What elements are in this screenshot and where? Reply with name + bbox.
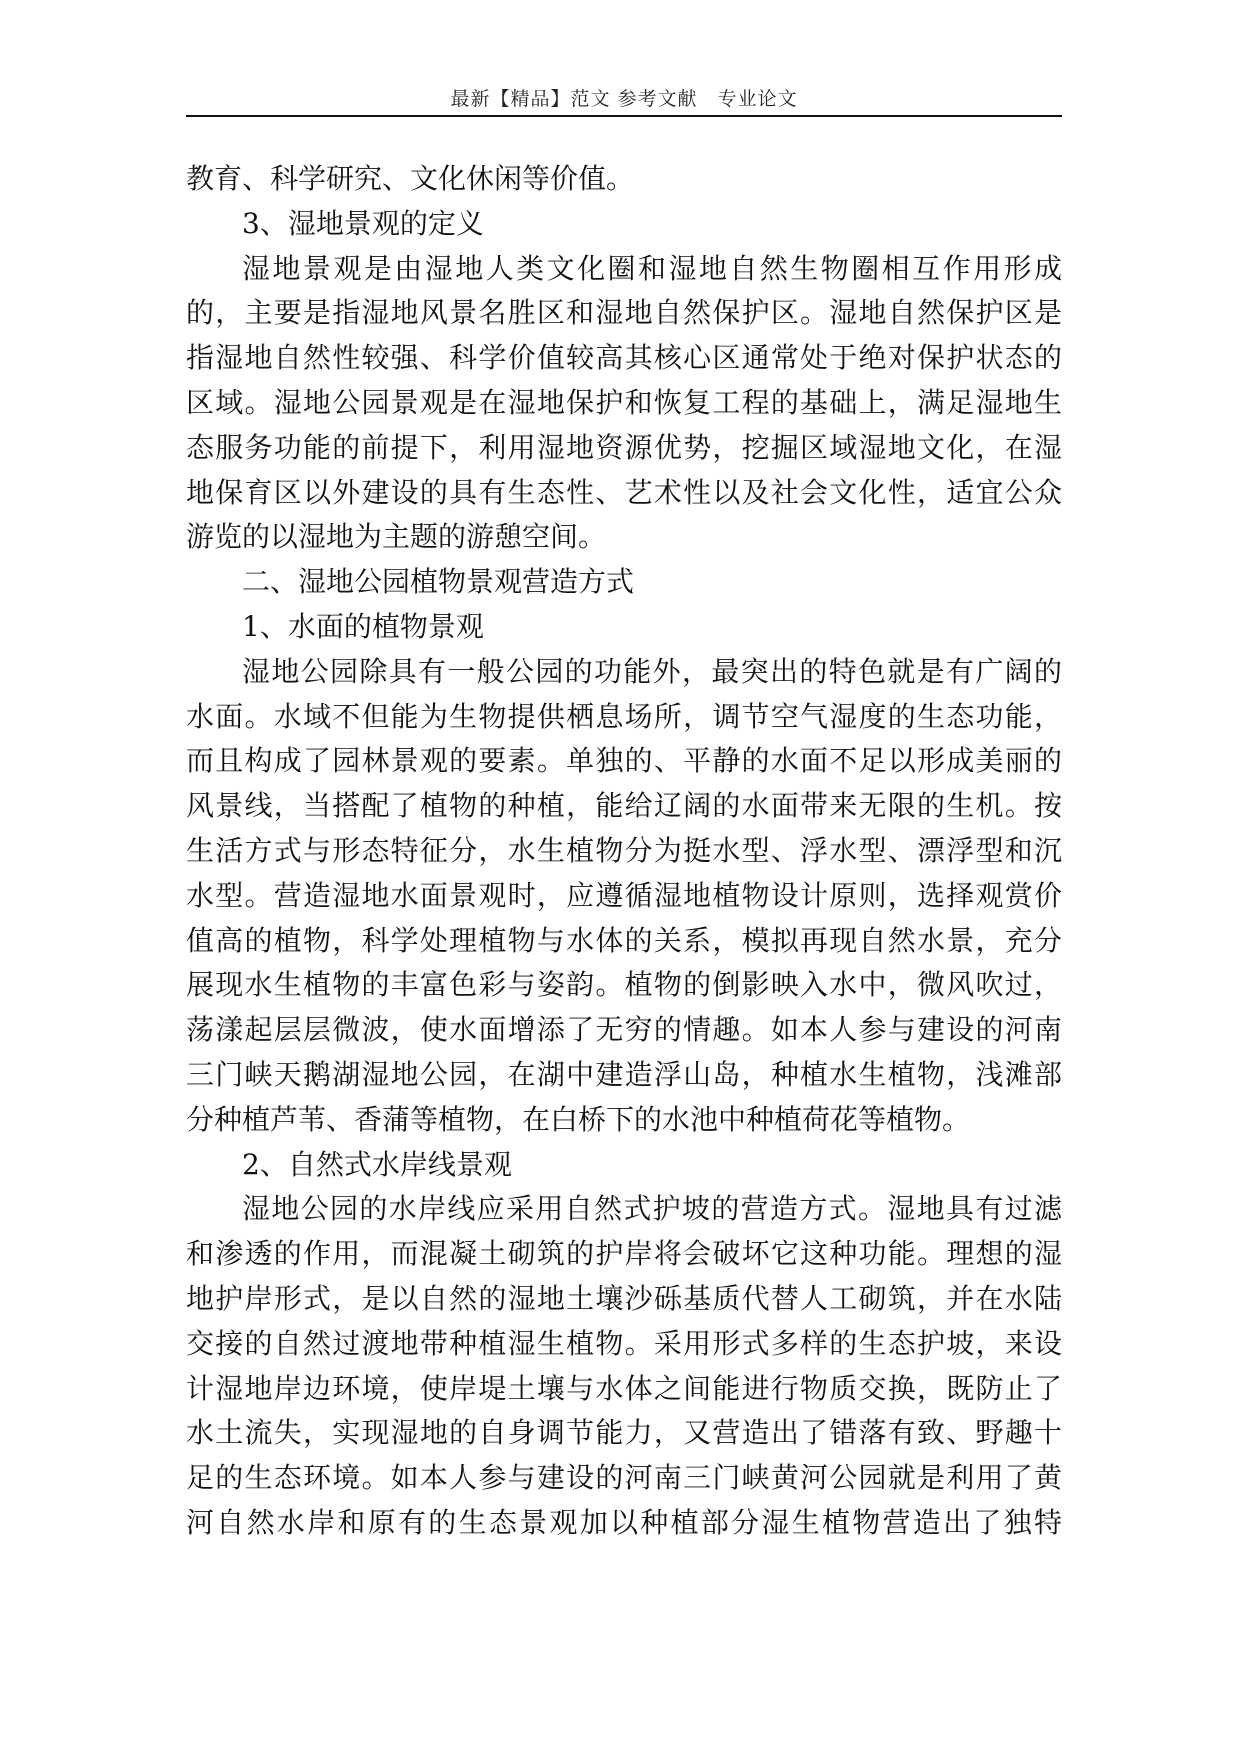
body-text-line: 生活方式与形态特征分，水生植物分为挺水型、浮水型、漂浮型和沉	[186, 833, 1062, 867]
body-text-line: 态服务功能的前提下，利用湿地资源优势，挖掘区域湿地文化，在湿	[186, 430, 1062, 464]
body-text-line: 湿地景观是由湿地人类文化圈和湿地自然生物圈相互作用形成	[242, 251, 1062, 285]
body-text-line: 1、水面的植物景观	[242, 609, 484, 643]
body-text-line: 指湿地自然性较强、科学价值较高其核心区通常处于绝对保护状态的	[186, 341, 1062, 375]
body-text-line: 和渗透的作用，而混凝土砌筑的护岸将会破坏它这种功能。理想的湿	[186, 1237, 1062, 1271]
body-text-line: 游览的以湿地为主题的游憩空间。	[186, 520, 607, 554]
body-text-line: 2、自然式水岸线景观	[242, 1147, 512, 1181]
body-text-line: 足的生态环境。如本人参与建设的河南三门峡黄河公园就是利用了黄	[186, 1461, 1062, 1495]
body-text-line: 3、湿地景观的定义	[242, 206, 484, 240]
document-body	[186, 157, 1062, 1546]
body-text-line: 湿地公园的水岸线应采用自然式护坡的营造方式。湿地具有过滤	[242, 1192, 1062, 1226]
page-header: 最新【精品】范文 参考文献 专业论文	[450, 88, 798, 110]
body-text-line: 二、湿地公园植物景观营造方式	[242, 565, 635, 599]
body-text-line: 湿地公园除具有一般公园的功能外，最突出的特色就是有广阔的	[242, 654, 1062, 688]
body-text-line: 河自然水岸和原有的生态景观加以种植部分湿生植物营造出了独特	[186, 1505, 1062, 1539]
body-text-line: 展现水生植物的丰富色彩与姿韵。植物的倒影映入水中，微风吹过，	[186, 968, 1062, 1002]
body-text-line: 的，主要是指湿地风景名胜区和湿地自然保护区。湿地自然保护区是	[186, 296, 1062, 330]
header-divider	[186, 115, 1062, 117]
body-text-line: 而且构成了园林景观的要素。单独的、平静的水面不足以形成美丽的	[186, 744, 1062, 778]
body-text-line: 水型。营造湿地水面景观时，应遵循湿地植物设计原则，选择观赏价	[186, 878, 1062, 912]
body-text-line: 水土流失，实现湿地的自身调节能力，又营造出了错落有致、野趣十	[186, 1416, 1062, 1450]
body-text-line: 三门峡天鹅湖湿地公园，在湖中建造浮山岛，种植水生植物，浅滩部	[186, 1057, 1062, 1091]
body-text-line: 水面。水域不但能为生物提供栖息场所，调节空气湿度的生态功能，	[186, 699, 1062, 733]
body-text-line: 计湿地岸边环境，使岸堤土壤与水体之间能进行物质交换，既防止了	[186, 1371, 1062, 1405]
body-text-line: 地护岸形式，是以自然的湿地土壤沙砾基质代替人工砌筑，并在水陆	[186, 1281, 1062, 1315]
body-text-line: 区域。湿地公园景观是在湿地保护和恢复工程的基础上，满足湿地生	[186, 385, 1062, 419]
body-text-line: 值高的植物，科学处理植物与水体的关系，模拟再现自然水景，充分	[186, 923, 1062, 957]
body-text-line: 风景线，当搭配了植物的种植，能给辽阔的水面带来无限的生机。按	[186, 789, 1062, 823]
body-text-line: 交接的自然过渡地带种植湿生植物。采用形式多样的生态护坡，来设	[186, 1326, 1062, 1360]
body-text-line: 荡漾起层层微波，使水面增添了无穷的情趣。如本人参与建设的河南	[186, 1013, 1062, 1047]
body-text-line: 教育、科学研究、文化休闲等价值。	[186, 162, 635, 195]
body-text-line: 分种植芦苇、香蒲等植物，在白桥下的水池中种植荷花等植物。	[186, 1102, 971, 1136]
body-text-line: 地保育区以外建设的具有生态性、艺术性以及社会文化性，适宜公众	[186, 475, 1062, 509]
